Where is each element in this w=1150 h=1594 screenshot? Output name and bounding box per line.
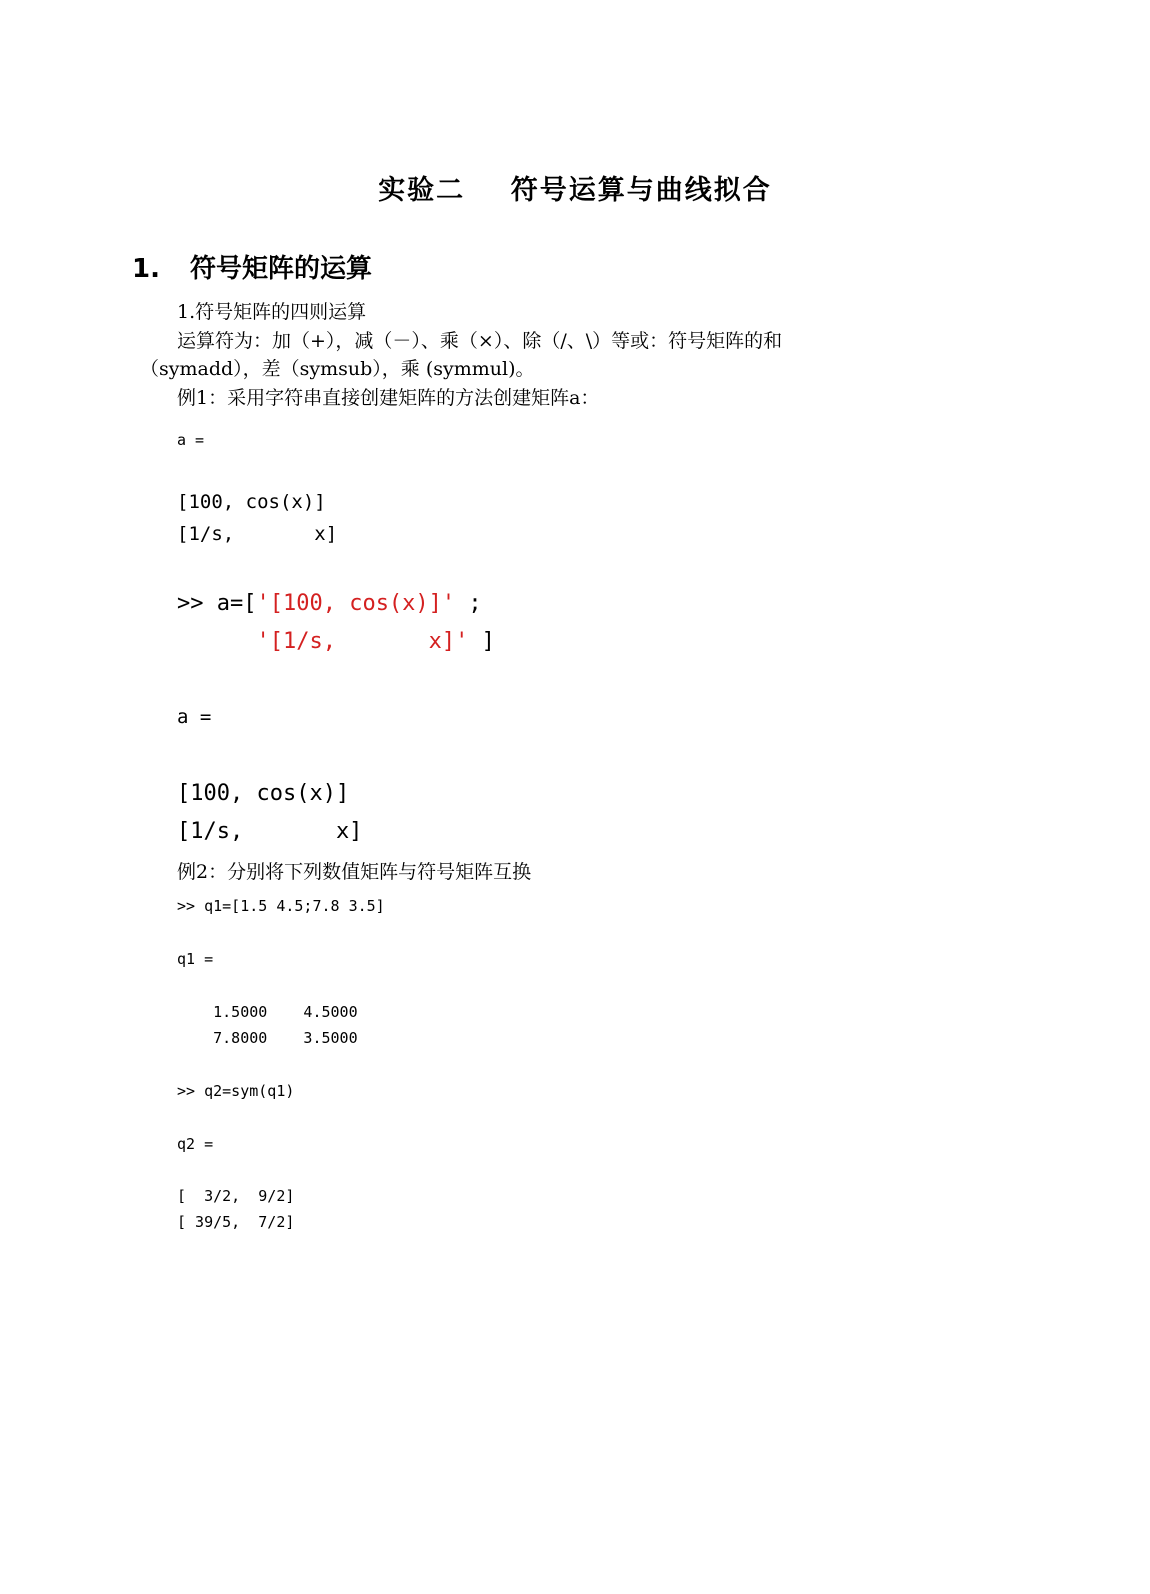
operators-description-line1: 运算符为：加（+），减（－）、乘（×）、除（/、\）等或：符号矩阵的和 (177, 330, 783, 352)
section-title: 符号矩阵的运算 (190, 254, 373, 284)
result-matrix-row1: [100, cos(x)] (177, 781, 350, 806)
page-title: 实验二 符号运算与曲线拟合 (378, 175, 772, 206)
output-matrix-row1: [100, cos(x)] (177, 491, 326, 513)
q1-row2: 7.8000 3.5000 (177, 1029, 358, 1047)
command-prompt: >> a=[ (177, 591, 257, 616)
command-string-row2: '[1/s, x]' (256, 629, 469, 654)
command-indent (177, 629, 256, 654)
q2-row2: [ 39/5, 7/2] (177, 1213, 295, 1231)
subheading-arithmetic: 1.符号矩阵的四则运算 (177, 301, 367, 323)
q2-row1: [ 3/2, 9/2] (177, 1187, 295, 1205)
result-matrix-row2: [1/s, x] (177, 819, 363, 844)
q1-label: q1 = (177, 950, 214, 968)
section-number: 1. (132, 254, 160, 284)
section-heading (132, 248, 372, 285)
output-a-label-2: a = (177, 706, 212, 728)
output-matrix-row2: [1/s, x] (177, 523, 338, 545)
example1-description: 例1：采用字符串直接创建矩阵的方法创建矩阵a： (177, 387, 600, 409)
operators-description-line2: （symadd），差（symsub），乘 (symmul)。 (140, 358, 535, 380)
q2-label: q2 = (177, 1135, 214, 1153)
command-line-2 (177, 628, 495, 656)
example2-description: 例2：分别将下列数值矩阵与符号矩阵互换 (177, 861, 532, 883)
q2-command: >> q2=sym(q1) (177, 1082, 295, 1100)
q1-row1: 1.5000 4.5000 (177, 1003, 358, 1021)
command-line-1 (177, 590, 482, 618)
command-separator: ; (455, 591, 482, 616)
output-a-label-1: a = (177, 431, 205, 449)
command-close-bracket: ] (468, 629, 495, 654)
command-string-row1: '[100, cos(x)]' (256, 591, 456, 616)
q1-command: >> q1=[1.5 4.5;7.8 3.5] (177, 897, 385, 915)
